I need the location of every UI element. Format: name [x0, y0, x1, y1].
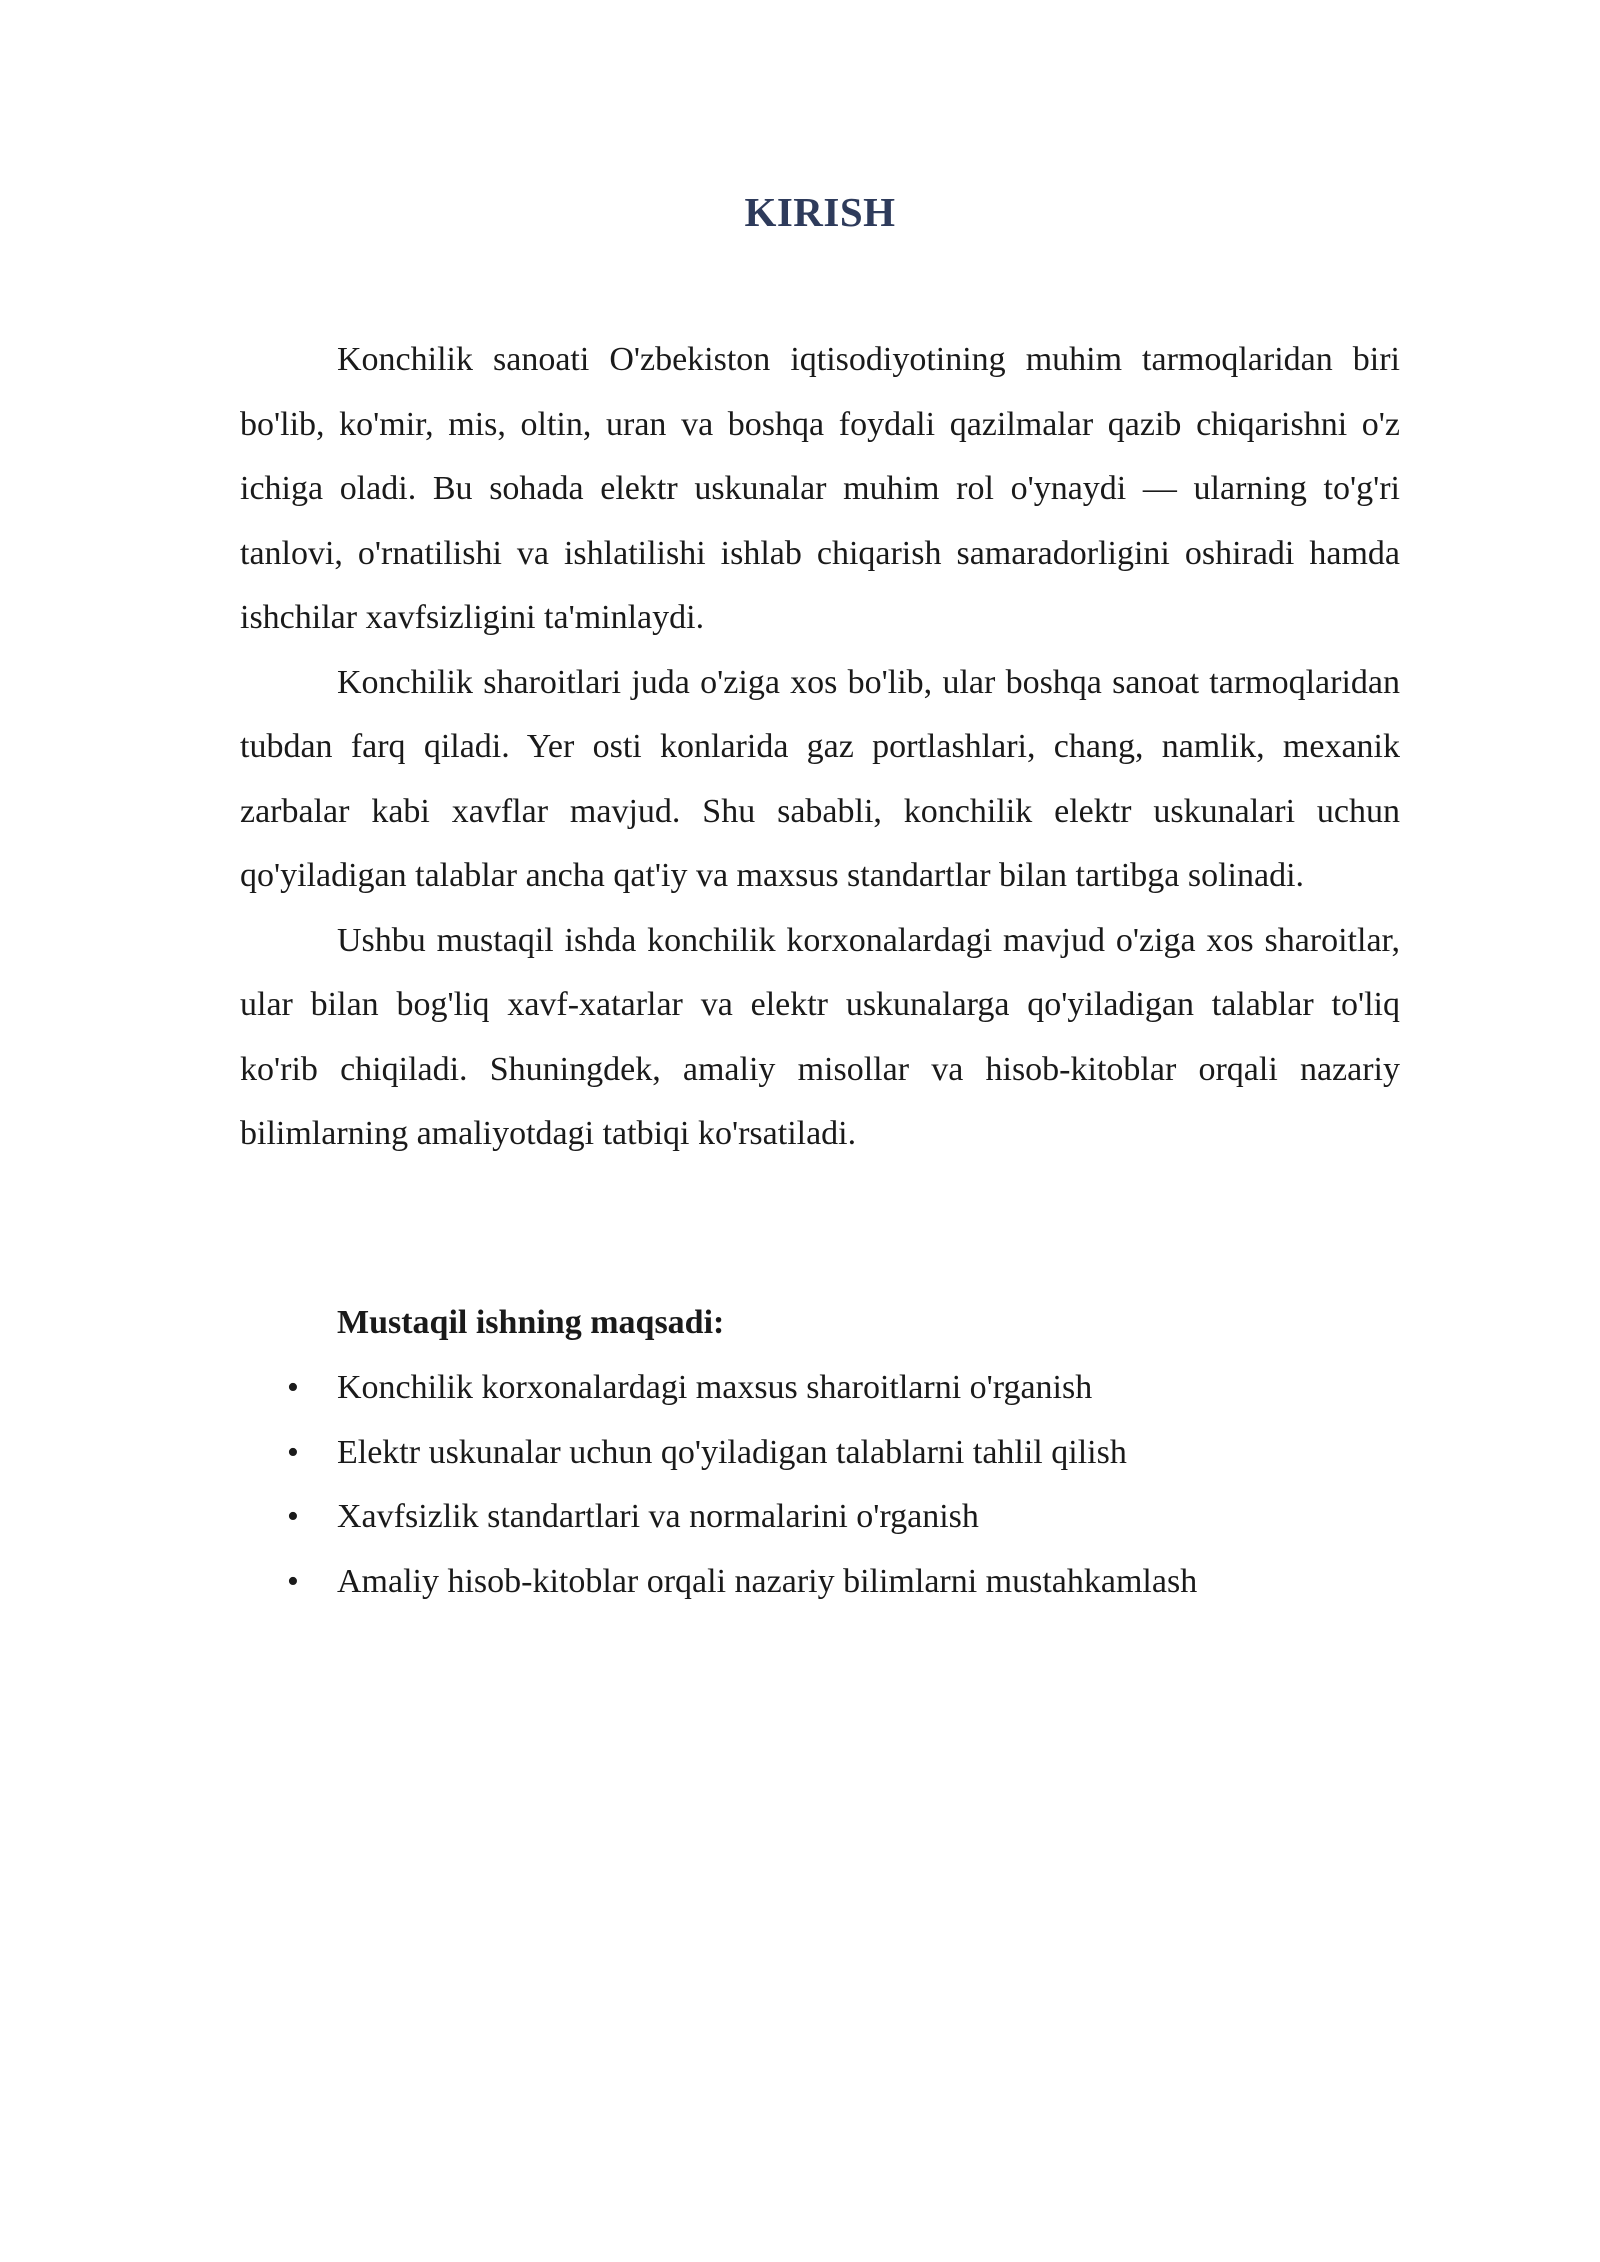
goal-item	[287, 1421, 1387, 1486]
goal-item	[287, 1356, 1387, 1421]
bullet-icon: •	[287, 1498, 299, 1535]
goals-list	[287, 1356, 1387, 1614]
bullet-icon: •	[287, 1562, 299, 1600]
bullet-icon: •	[287, 1433, 299, 1471]
bullet-icon: •	[287, 1369, 299, 1406]
goals-heading: Mustaqil ishning maqsadi:	[337, 1304, 725, 1341]
goal-text: Xavfsizlik standartlari va normalarini o'rganish	[337, 1498, 979, 1535]
intro-paragraph-1: Konchilik sanoati O'zbekiston iqtisodiyotining muhim tarmoqlaridan biri bo'lib, ko'mir, mis, oltin, uran va boshqa foydali qazilmalar qazib chiqarishni o'z ichiga oladi. Bu sohada elektr uskunalar muhim rol o'ynaydi — ularning to'g'ri tanlovi, o'rnatilishi va ishlatilishi ishlab chiqarish samaradorligini oshiradi hamda ishchilar xavfsizligini ta'minlaydi.	[240, 341, 1400, 636]
goal-item	[287, 1550, 1387, 1615]
goal-item	[287, 1485, 1387, 1550]
goal-text: Konchilik korxonalardagi maxsus sharoitlarni o'rganish	[337, 1369, 1093, 1406]
intro-paragraph-2: Konchilik sharoitlari juda o'ziga xos bo'lib, ular boshqa sanoat tarmoqlaridan tubdan farq qiladi. Yer osti konlarida gaz portlashlari, chang, namlik, mexanik zarbalar kabi xavflar mavjud. Shu sababli, konchilik elektr uskunalari uchun qo'yiladigan talablar ancha qat'iy va maxsus standartlar bilan tartibga solinadi.	[240, 663, 1400, 894]
intro-body	[240, 328, 1400, 1167]
goal-text: Amaliy hisob-kitoblar orqali nazariy bilimlarni mustahkamlash	[337, 1562, 1198, 1600]
intro-paragraph-3: Ushbu mustaqil ishda konchilik korxonalardagi mavjud o'ziga xos sharoitlar, ular bilan bog'liq xavf-xatarlar va elektr uskunalarga qo'yiladigan talablar to'liq ko'rib chiqiladi. Shuningdek, amaliy misollar va hisob-kitoblar orqali nazariy bilimlarning amaliyotdagi tatbiqi ko'rsatiladi.	[240, 921, 1400, 1152]
page-title: KIRISH	[744, 189, 896, 235]
goal-text: Elektr uskunalar uchun qo'yiladigan talablarni tahlil qilish	[337, 1433, 1127, 1471]
